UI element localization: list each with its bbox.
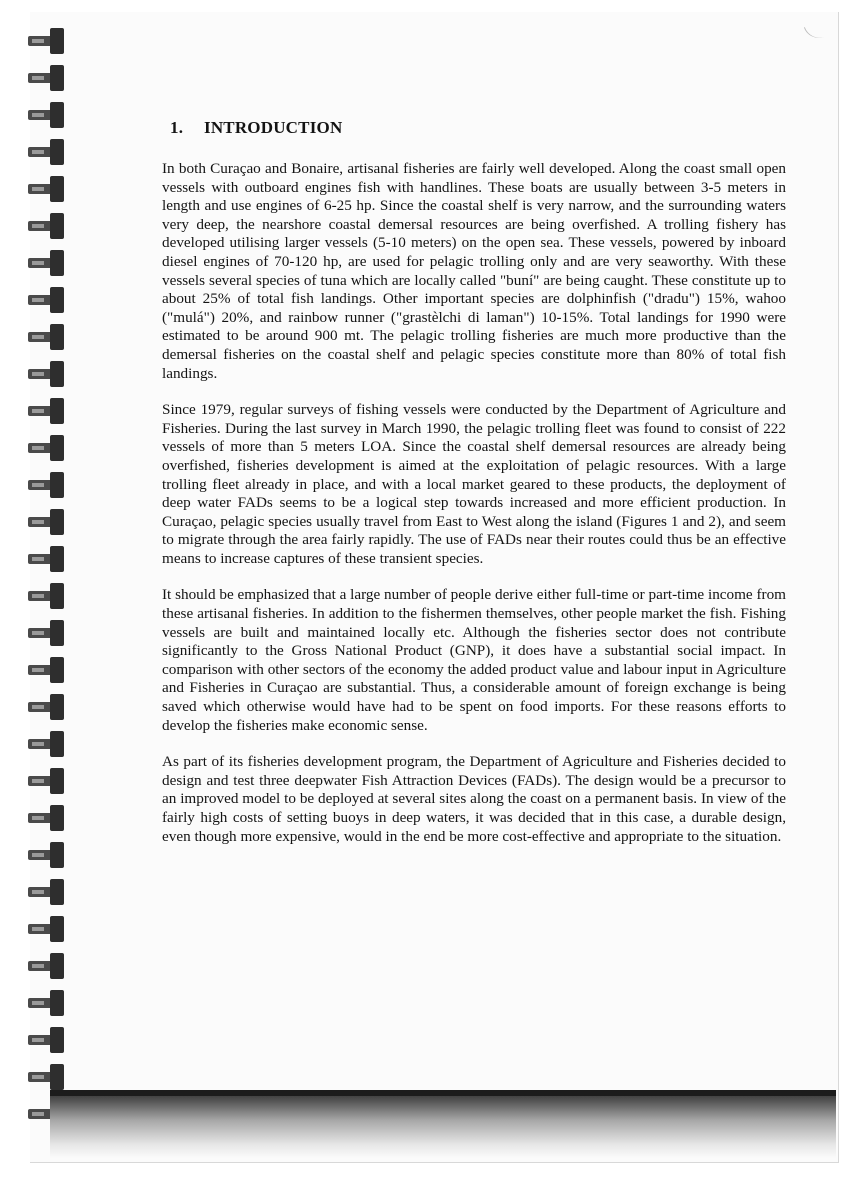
binding-ring	[26, 583, 66, 609]
section-heading	[170, 118, 786, 138]
binding-ring	[26, 620, 66, 646]
binding-ring	[26, 990, 66, 1016]
binding-ring	[26, 398, 66, 424]
section-number: 1.	[170, 118, 184, 137]
binding-ring	[26, 731, 66, 757]
scan-bottom-shadow	[50, 1090, 836, 1158]
binding-ring	[26, 28, 66, 54]
binding-ring	[26, 435, 66, 461]
binding-ring	[26, 694, 66, 720]
binding-ring	[26, 1064, 66, 1090]
binding-ring	[26, 139, 66, 165]
binding-ring	[26, 65, 66, 91]
binding-ring	[26, 509, 66, 535]
binding-ring	[26, 250, 66, 276]
paragraph: As part of its fisheries development program, the Department of Agriculture and Fisheries decided to design and test three deepwater Fish Attraction Devices (FADs). The design would be a precursor to an improved model to be deployed at several sites along the coast on a permanent basis. In view of the fairly high costs of setting buoys in deep waters, it was decided that in this case, a durable design, even though more expensive, would in the end be more cost-effective and appropriate to the situation.	[162, 753, 786, 845]
binding-ring	[26, 287, 66, 313]
binding-ring	[26, 953, 66, 979]
binding-ring	[26, 102, 66, 128]
section-title: INTRODUCTION	[204, 118, 343, 137]
paragraph: Since 1979, regular surveys of fishing vessels were conducted by the Department of Agriculture and Fisheries. During the last survey in March 1990, the pelagic trolling fleet was found to consist of 222 vessels of more than 5 meters LOA. Since the coastal shelf demersal resources are already being overfished, fisheries development is aimed at the exploitation of pelagic resources. With a large trolling fleet already in place, and with a local market geared to these products, the deployment of deep water FADs seems to be a logical step towards increased and more efficient production. In Curaçao, pelagic species usually travel from East to West along the island (Figures 1 and 2), and seem to migrate through the area fairly rapidly. The use of FADs near their routes could thus be an effective means to increase captures of these transient species.	[162, 401, 786, 567]
binding-ring	[26, 657, 66, 683]
binding-ring	[26, 176, 66, 202]
binding-ring	[26, 842, 66, 868]
binding-ring	[26, 546, 66, 572]
paragraph: It should be emphasized that a large number of people derive either full-time or part-time income from these artisanal fisheries. In addition to the fishermen themselves, other people market the fish. Fishing vessels are built and maintained locally etc. Although the fisheries sector does not contribute significantly to the Gross National Product (GNP), it does have a substantial social impact. In comparison with other sectors of the economy the added product value and labour input in Agriculture and Fisheries in Curaçao are substantial. Thus, a considerable amount of foreign exchange is being saved which otherwise would have had to be spent on food imports. For these reasons efforts to develop the fisheries make economic sense.	[162, 586, 786, 734]
binding-ring	[26, 1027, 66, 1053]
binding-ring	[26, 324, 66, 350]
binding-ring	[26, 361, 66, 387]
paragraph: In both Curaçao and Bonaire, artisanal fisheries are fairly well developed. Along the coast small open vessels with outboard engines fish with handlines. These boats are usually between 3-5 meters in length and use engines of 6-25 hp. Since the coastal shelf is very narrow, and the surrounding waters very deep, the nearshore coastal demersal resources are being overfished. A trolling fishery has developed utilising larger vessels (5-10 meters) on the open sea. These vessels, powered by inboard diesel engines of 70-120 hp, are used for pelagic trolling only and are very seaworthy. With these vessels several species of tuna which are locally called "buní" are being caught. These constitute up to about 25% of total fish landings. Other important species are dolphinfish ("dradu") 15%, wahoo ("mulá") 20%, and rainbow runner ("grastèlchi di laman") 10-15%. Total landings for 1990 were estimated to be around 900 mt. The pelagic trolling fisheries are much more productive than the demersal fisheries on the coastal shelf and pelagic species constitute more than 80% of total fish landings.	[162, 160, 786, 382]
spiral-binding	[26, 14, 68, 1154]
binding-ring	[26, 805, 66, 831]
binding-ring	[26, 472, 66, 498]
binding-ring	[26, 213, 66, 239]
binding-ring	[26, 768, 66, 794]
binding-ring	[26, 879, 66, 905]
document-content	[162, 118, 786, 864]
binding-ring	[26, 916, 66, 942]
